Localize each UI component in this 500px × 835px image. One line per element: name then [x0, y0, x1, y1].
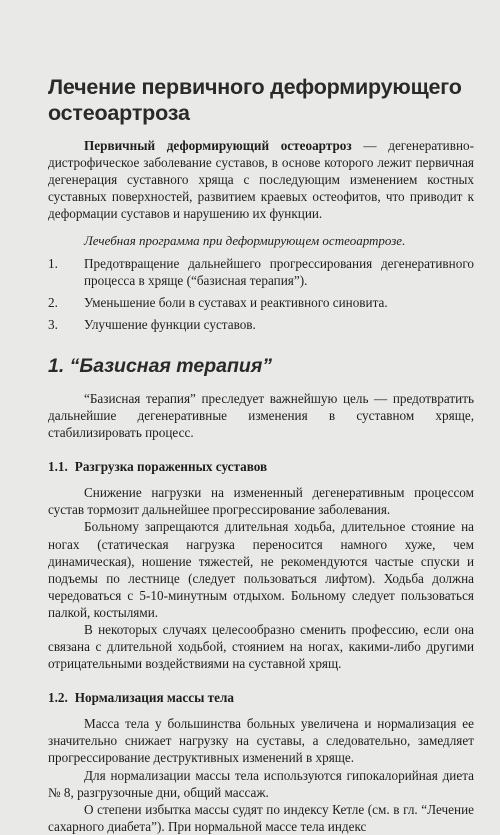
section-1-1-paragraph-2: Больному запрещаются длительная ходьба, длительное стояние на ногах (статическая нагрузка переносится намного хуже, чем динамическая), ношение тяжестей, не рекомендуются частые спуски и подъемы по лестнице (следует пользоваться лифтом). Ходьба должна чередоваться с 5-10-минутным отдыхом. Больному следует пользоваться палкой, костылями. [48, 519, 474, 620]
section-1-1-paragraph-1: Снижение нагрузки на измененный дегенеративным процессом сустав тормозит дальнейшее прогрессирование заболевания. [48, 485, 474, 518]
list-item-number: 2. [48, 294, 58, 310]
section-1-2-paragraph-2: Для нормализации массы тела используются гипокалорийная диета № 8, разгрузочные дни, общий массаж. [48, 767, 474, 800]
list-item [48, 316, 474, 333]
section-1-2-paragraph-1: Масса тела у большинства больных увеличена и нормализация ее значительно снижает нагрузку на суставы, а следовательно, замедляет прогрессирование деструктивных изменений в хряще. [48, 716, 474, 766]
intro-term: Первичный деформирующий остеоартроз [84, 138, 352, 153]
program-heading: Лечебная программа при деформирующем остеоартрозе. [84, 233, 406, 249]
section-1-1-heading [48, 458, 474, 475]
section-number: 1.2. [48, 690, 68, 706]
list-item [48, 255, 474, 289]
section-1-1-paragraph-3: В некоторых случаях целесообразно сменить профессию, если она связана с длительной ходьбой, стоянием на ногах, какими-либо другими отрицательными воздействиями на суставной хрящ. [48, 621, 474, 672]
section-number: 1.1. [48, 459, 68, 475]
section-1-heading: 1. “Базисная терапия” [48, 354, 273, 377]
section-1-2-heading [48, 689, 474, 706]
intro-paragraph [48, 137, 474, 222]
intro-text: — дегенеративно-дистрофическое заболевание суставов, в основе которого лежит первичная дегенерация суставного хряща с последующим изменением костных суставных поверхностей, развитием краевых остеофитов, что приводит к деформации суставов и нарушению их функции. [48, 138, 474, 222]
document-page [48, 74, 474, 835]
list-item-text: Улучшение функции суставов. [84, 316, 256, 332]
list-item-text: Уменьшение боли в суставах и реактивного синовита. [84, 294, 388, 310]
list-item-text: Предотвращение дальнейшего прогрессирования дегенеративного процесса в хряще (“базисная терапия”). [84, 255, 474, 288]
section-title: Нормализация массы тела [74, 690, 234, 706]
chapter-title: Лечение первичного деформирующего остеоартроза [48, 75, 462, 125]
program-list [48, 255, 474, 333]
list-item [48, 294, 474, 311]
section-1-2-paragraph-3: О степени избытка массы судят по индексу Кетле (см. в гл. “Лечение сахарного диабета”). При нормальной массе тела индекс [48, 801, 474, 834]
section-1-paragraph: “Базисная терапия” преследует важнейшую цель — предотвратить дальнейшие дегенеративные изменения в суставном хряще, стабилизировать процесс. [48, 390, 474, 441]
list-item-number: 1. [48, 255, 58, 271]
list-item-number: 3. [48, 316, 58, 332]
section-title: Разгрузка пораженных суставов [74, 459, 268, 475]
